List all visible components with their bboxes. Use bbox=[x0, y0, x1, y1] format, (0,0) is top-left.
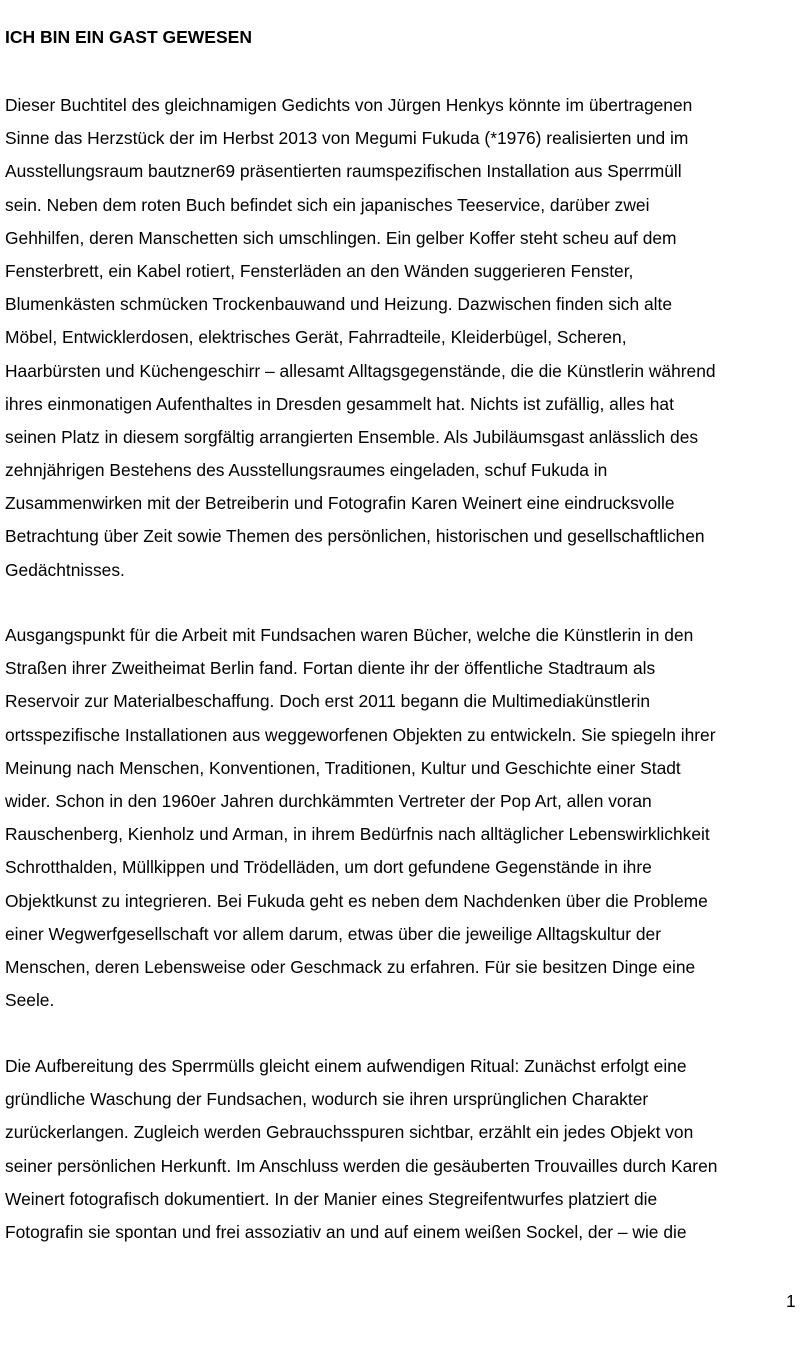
text-line: Ausgangspunkt für die Arbeit mit Fundsachen waren Bücher, welche die Künstlerin in den bbox=[5, 625, 694, 645]
text-line: Objektkunst zu integrieren. Bei Fukuda geht es neben dem Nachdenken über die Probleme bbox=[5, 890, 708, 911]
text-line: Zusammenwirken mit der Betreiberin und Fotografin Karen Weinert eine eindrucksvolle bbox=[5, 493, 675, 514]
text-line: Dieser Buchtitel des gleichnamigen Gedichts von Jürgen Henkys könnte im übertragenen bbox=[5, 95, 693, 115]
text-line: Weinert fotografisch dokumentiert. In der Manier eines Stegreifentwurfes platziert die bbox=[5, 1188, 658, 1209]
text-line: Die Aufbereitung des Sperrmülls gleicht einem aufwendigen Ritual: Zunächst erfolgt eine bbox=[5, 1056, 687, 1076]
text-line: Straßen ihrer Zweitheimat Berlin fand. Fortan diente ihr der öffentliche Stadtraum als bbox=[5, 658, 656, 679]
text-line: Rauschenberg, Kienholz und Arman, in ihrem Bedürfnis nach alltäglicher Lebenswirklichkeit bbox=[5, 824, 710, 845]
paragraph-2 bbox=[5, 619, 800, 1017]
paragraph-1 bbox=[5, 89, 800, 587]
text-line: sein. Neben dem roten Buch befindet sich ein japanisches Teeservice, darüber zwei bbox=[5, 194, 650, 215]
text-line: Fensterbrett, ein Kabel rotiert, Fensterläden an den Wänden suggerieren Fenster, bbox=[5, 260, 634, 281]
document-title: ICH BIN EIN GAST GEWESEN bbox=[5, 27, 252, 47]
text-line: gründliche Waschung der Fundsachen, wodurch sie ihren ursprünglichen Charakter bbox=[5, 1089, 649, 1110]
text-line: Fotografin sie spontan und frei assoziativ an und auf einem weißen Sockel, der – wie die bbox=[5, 1221, 687, 1242]
text-line: zurückerlangen. Zugleich werden Gebrauchsspuren sichtbar, erzählt ein jedes Objekt von bbox=[5, 1122, 694, 1143]
page-number: 1 bbox=[786, 1291, 796, 1311]
paragraph-3 bbox=[5, 1050, 800, 1249]
text-line: Sinne das Herzstück der im Herbst 2013 von Megumi Fukuda (*1976) realisierten und im bbox=[5, 128, 689, 149]
text-line: Reservoir zur Materialbeschaffung. Doch erst 2011 begann die Multimediakünstlerin bbox=[5, 691, 651, 712]
text-line: Haarbürsten und Küchengeschirr – allesamt Alltagsgegenstände, die die Künstlerin während bbox=[5, 360, 716, 381]
text-line: wider. Schon in den 1960er Jahren durchkämmten Vertreter der Pop Art, allen voran bbox=[5, 790, 652, 811]
text-line: ihres einmonatigen Aufenthaltes in Dresden gesammelt hat. Nichts ist zufällig, alles hat bbox=[5, 393, 674, 414]
text-line: Betrachtung über Zeit sowie Themen des persönlichen, historischen und gesellschaftlichen bbox=[5, 526, 705, 547]
text-line: Möbel, Entwicklerdosen, elektrisches Gerät, Fahrradteile, Kleiderbügel, Scheren, bbox=[5, 327, 627, 348]
text-line: Gedächtnisses. bbox=[5, 559, 125, 580]
text-line: zehnjährigen Bestehens des Ausstellungsraumes eingeladen, schuf Fukuda in bbox=[5, 460, 608, 481]
text-line: ortsspezifische Installationen aus weggeworfenen Objekten zu entwickeln. Sie spiegeln ihrer bbox=[5, 724, 716, 745]
text-line: Ausstellungsraum bautzner69 präsentierten raumspezifischen Installation aus Sperrmüll bbox=[5, 161, 682, 182]
text-line: Meinung nach Menschen, Konventionen, Traditionen, Kultur und Geschichte einer Stadt bbox=[5, 757, 681, 778]
text-line: Menschen, deren Lebensweise oder Geschmack zu erfahren. Für sie besitzen Dinge eine bbox=[5, 956, 696, 977]
text-line: Gehhilfen, deren Manschetten sich umschlingen. Ein gelber Koffer steht scheu auf dem bbox=[5, 227, 677, 248]
text-line: Seele. bbox=[5, 990, 55, 1011]
text-line: seiner persönlichen Herkunft. Im Anschluss werden die gesäuberten Trouvailles durch Karen bbox=[5, 1155, 718, 1176]
text-line: einer Wegwerfgesellschaft vor allem darum, etwas über die jeweilige Alltagskultur der bbox=[5, 923, 662, 944]
text-line: Blumenkästen schmücken Trockenbauwand und Heizung. Dazwischen finden sich alte bbox=[5, 294, 673, 315]
text-line: Schrotthalden, Müllkippen und Trödelläden, um dort gefundene Gegenstände in ihre bbox=[5, 857, 652, 878]
text-line: seinen Platz in diesem sorgfältig arrangierten Ensemble. Als Jubiläumsgast anlässlich des bbox=[5, 426, 699, 447]
